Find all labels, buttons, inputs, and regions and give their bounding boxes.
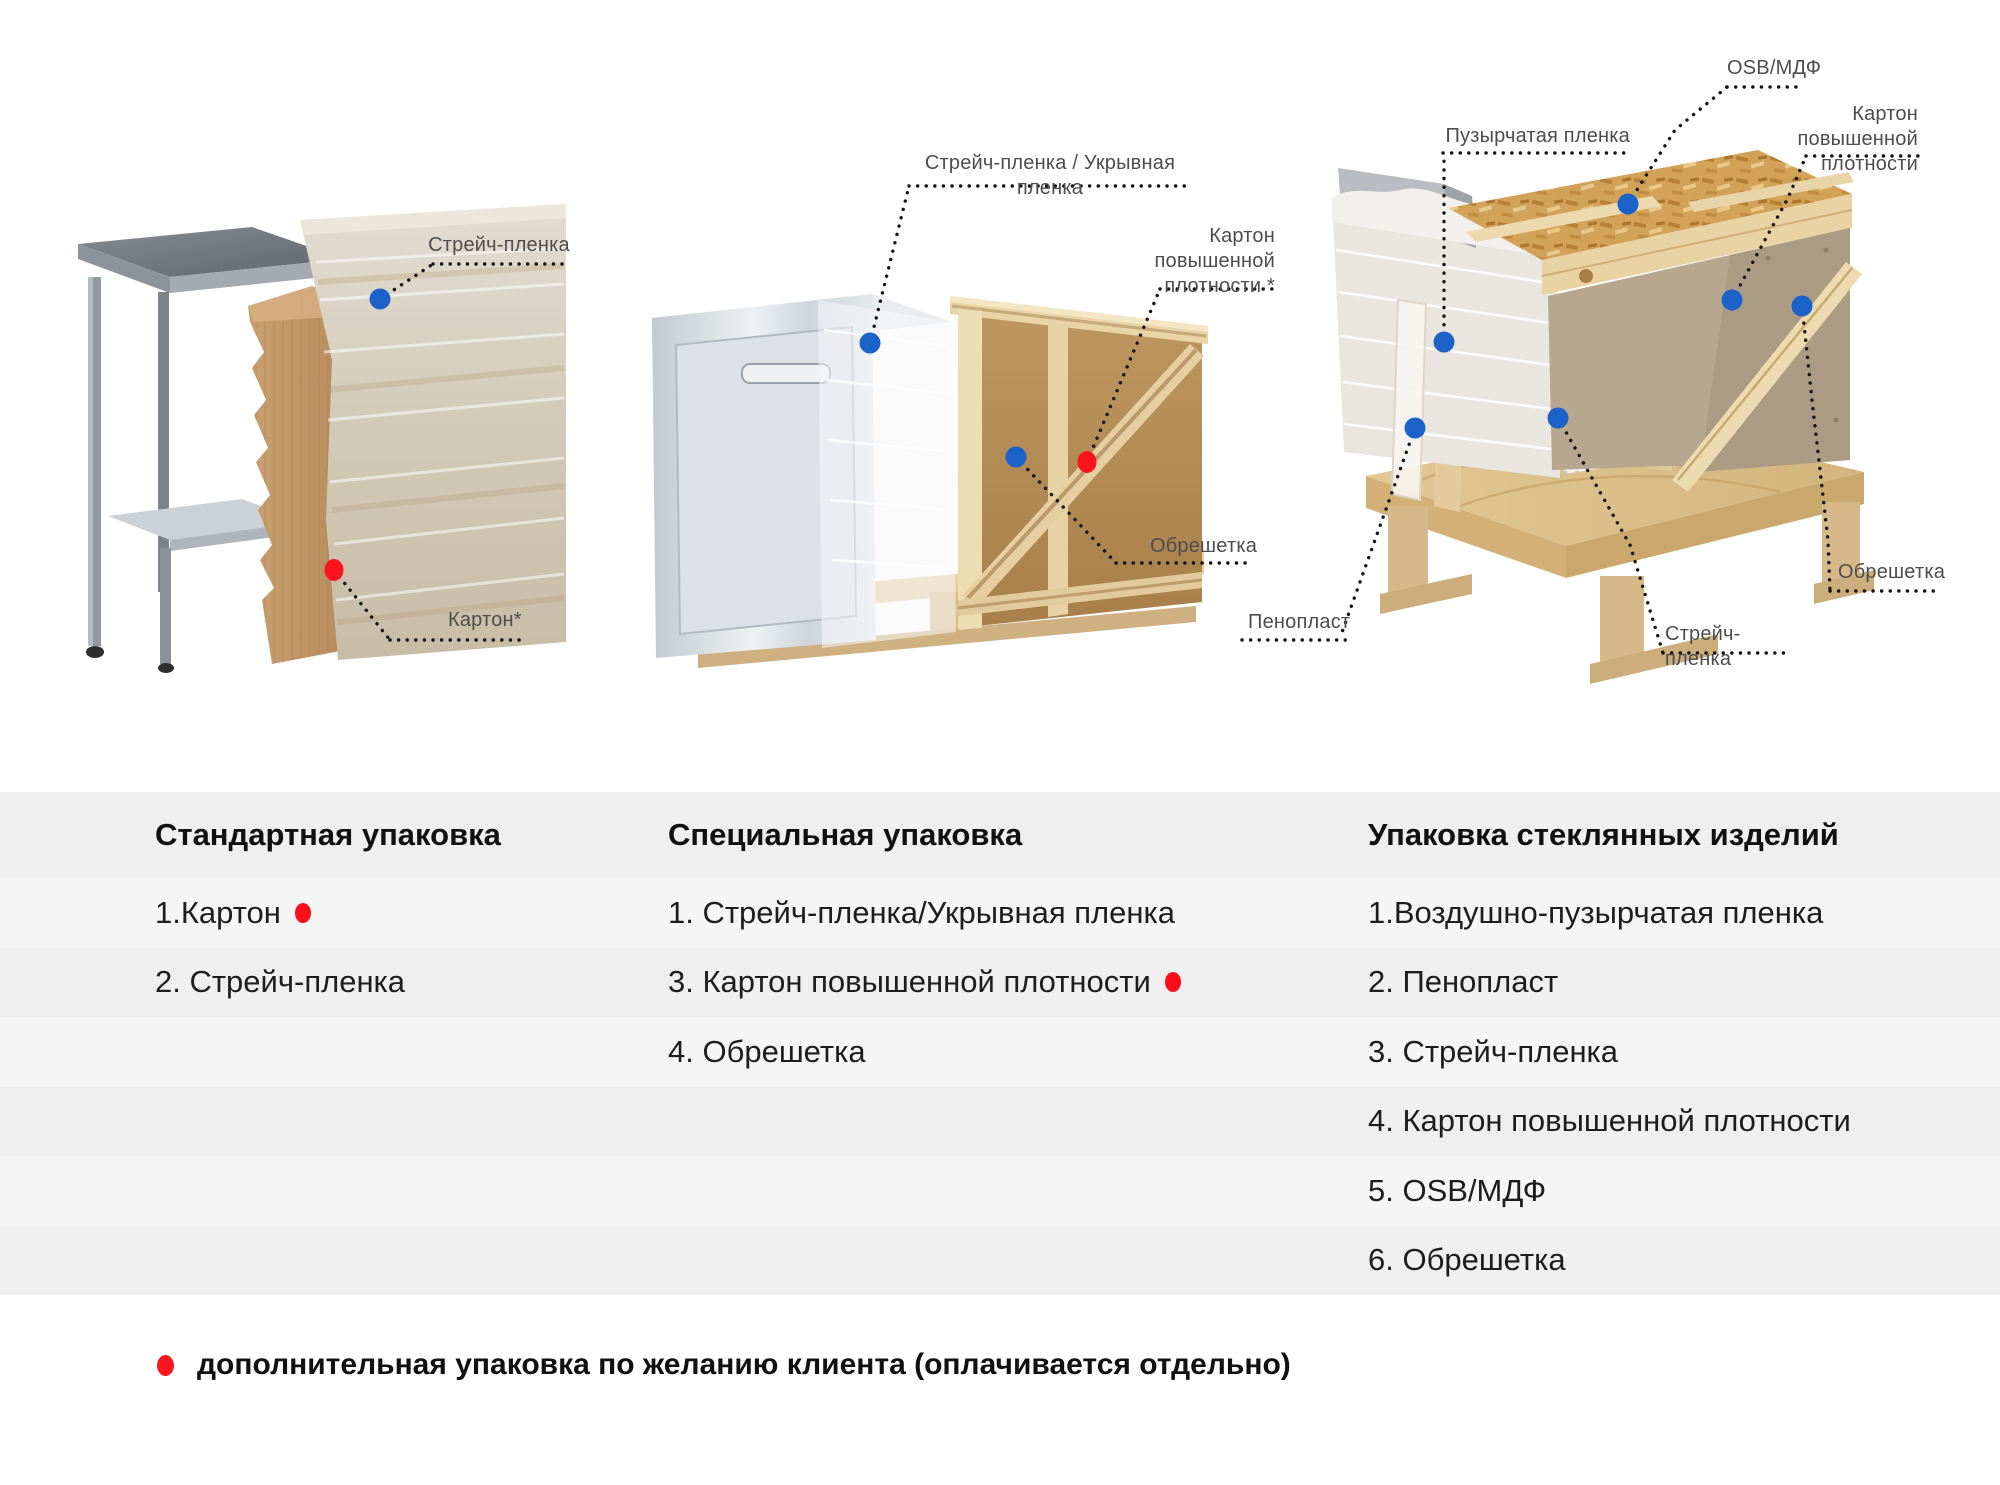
red-dot-marker bbox=[295, 903, 311, 923]
blue-dot-marker bbox=[1548, 408, 1569, 429]
table-cell-text: 4. Картон повышенной плотности bbox=[1368, 1103, 1851, 1139]
table-cell-text: 2. Стрейч-пленка bbox=[155, 964, 406, 1000]
table-cell bbox=[1368, 964, 2000, 1000]
callout-label-stretch-cover-film: Стрейч-пленка / Укрывная пленка bbox=[924, 152, 1176, 199]
legend-text: дополнительная упаковка по желанию клиента (оплачивается отдельно) bbox=[197, 1348, 1291, 1381]
column-header: Упаковка стеклянных изделий bbox=[1368, 817, 1839, 852]
callout-label-crate: Обрешетка bbox=[1150, 535, 1258, 557]
table-row bbox=[0, 1156, 2000, 1226]
red-dot-marker bbox=[157, 1355, 174, 1376]
table-cell-text: 1. Стрейч-пленка/Укрывная пленка bbox=[668, 894, 1175, 930]
illustration-special-packaging bbox=[652, 294, 1208, 668]
red-dot-marker bbox=[325, 559, 344, 581]
table-row bbox=[0, 1087, 2000, 1157]
blue-dot-marker bbox=[1405, 418, 1426, 439]
table-row bbox=[0, 878, 2000, 948]
red-dot-marker bbox=[1165, 972, 1181, 992]
callout-label-dense-cardboard-glass: Картон повышенной плотности bbox=[1797, 103, 1918, 175]
table-cell bbox=[668, 964, 1368, 1000]
table-cell bbox=[1368, 1034, 2000, 1070]
table-cell bbox=[1368, 1242, 2000, 1278]
table-cell bbox=[668, 1034, 1368, 1070]
blue-dot-marker bbox=[1434, 332, 1455, 353]
red-dot-marker bbox=[1078, 451, 1097, 473]
callout-label-bubble-wrap: Пузырчатая пленка bbox=[1445, 125, 1630, 147]
table-cell-text: 3. Картон повышенной плотности bbox=[668, 964, 1151, 1000]
blue-dot-marker bbox=[1792, 296, 1813, 317]
table-row bbox=[0, 948, 2000, 1018]
column-header: Специальная упаковка bbox=[668, 817, 1023, 852]
blue-dot-marker bbox=[1722, 290, 1743, 311]
table-cell-text: 1.Воздушно-пузырчатая пленка bbox=[1368, 894, 1824, 930]
table-cell bbox=[1368, 1173, 2000, 1209]
blue-dot-marker bbox=[860, 333, 881, 354]
blue-dot-marker bbox=[1006, 447, 1027, 468]
callout-label-crate-glass: Обрешетка bbox=[1838, 561, 1946, 583]
table-row bbox=[0, 1017, 2000, 1087]
table-row bbox=[0, 1226, 2000, 1296]
table-cell-text: 3. Стрейч-пленка bbox=[1368, 1033, 1619, 1069]
callout-label-cardboard: Картон* bbox=[448, 609, 522, 631]
table-cell bbox=[668, 895, 1368, 931]
table-cell bbox=[155, 964, 668, 1000]
callout-label-dense-cardboard: Картон повышенной плотности * bbox=[1154, 225, 1275, 297]
table-cell-text: 5. OSB/МДФ bbox=[1368, 1172, 1547, 1208]
callout-label-stretch-film-glass: Стрейч-пленка bbox=[1665, 623, 1741, 670]
table-cell-text: 4. Обрешетка bbox=[668, 1033, 866, 1069]
table-cell bbox=[1368, 1103, 2000, 1139]
table-cell-text: 6. Обрешетка bbox=[1368, 1242, 1566, 1278]
table-cell-text: 2. Пенопласт bbox=[1368, 964, 1559, 1000]
callout-label-foam: Пенопласт bbox=[1248, 611, 1351, 633]
column-header: Стандартная упаковка bbox=[155, 817, 501, 852]
illustration-glass-packaging bbox=[1332, 150, 1874, 684]
table-cell bbox=[155, 895, 668, 931]
table-cell bbox=[1368, 895, 2000, 931]
blue-dot-marker bbox=[370, 289, 391, 310]
blue-dot-marker bbox=[1618, 194, 1639, 215]
table-row bbox=[0, 792, 2000, 878]
callout-label-stretch-film: Стрейч-пленка bbox=[428, 234, 570, 256]
illustration-standard-packaging bbox=[78, 204, 566, 673]
packaging-comparison-table bbox=[0, 792, 2000, 1295]
legend bbox=[157, 1348, 1291, 1382]
callout-label-osb-mdf: OSB/МДФ bbox=[1727, 57, 1822, 79]
table-cell-text: 1.Картон bbox=[155, 894, 281, 930]
